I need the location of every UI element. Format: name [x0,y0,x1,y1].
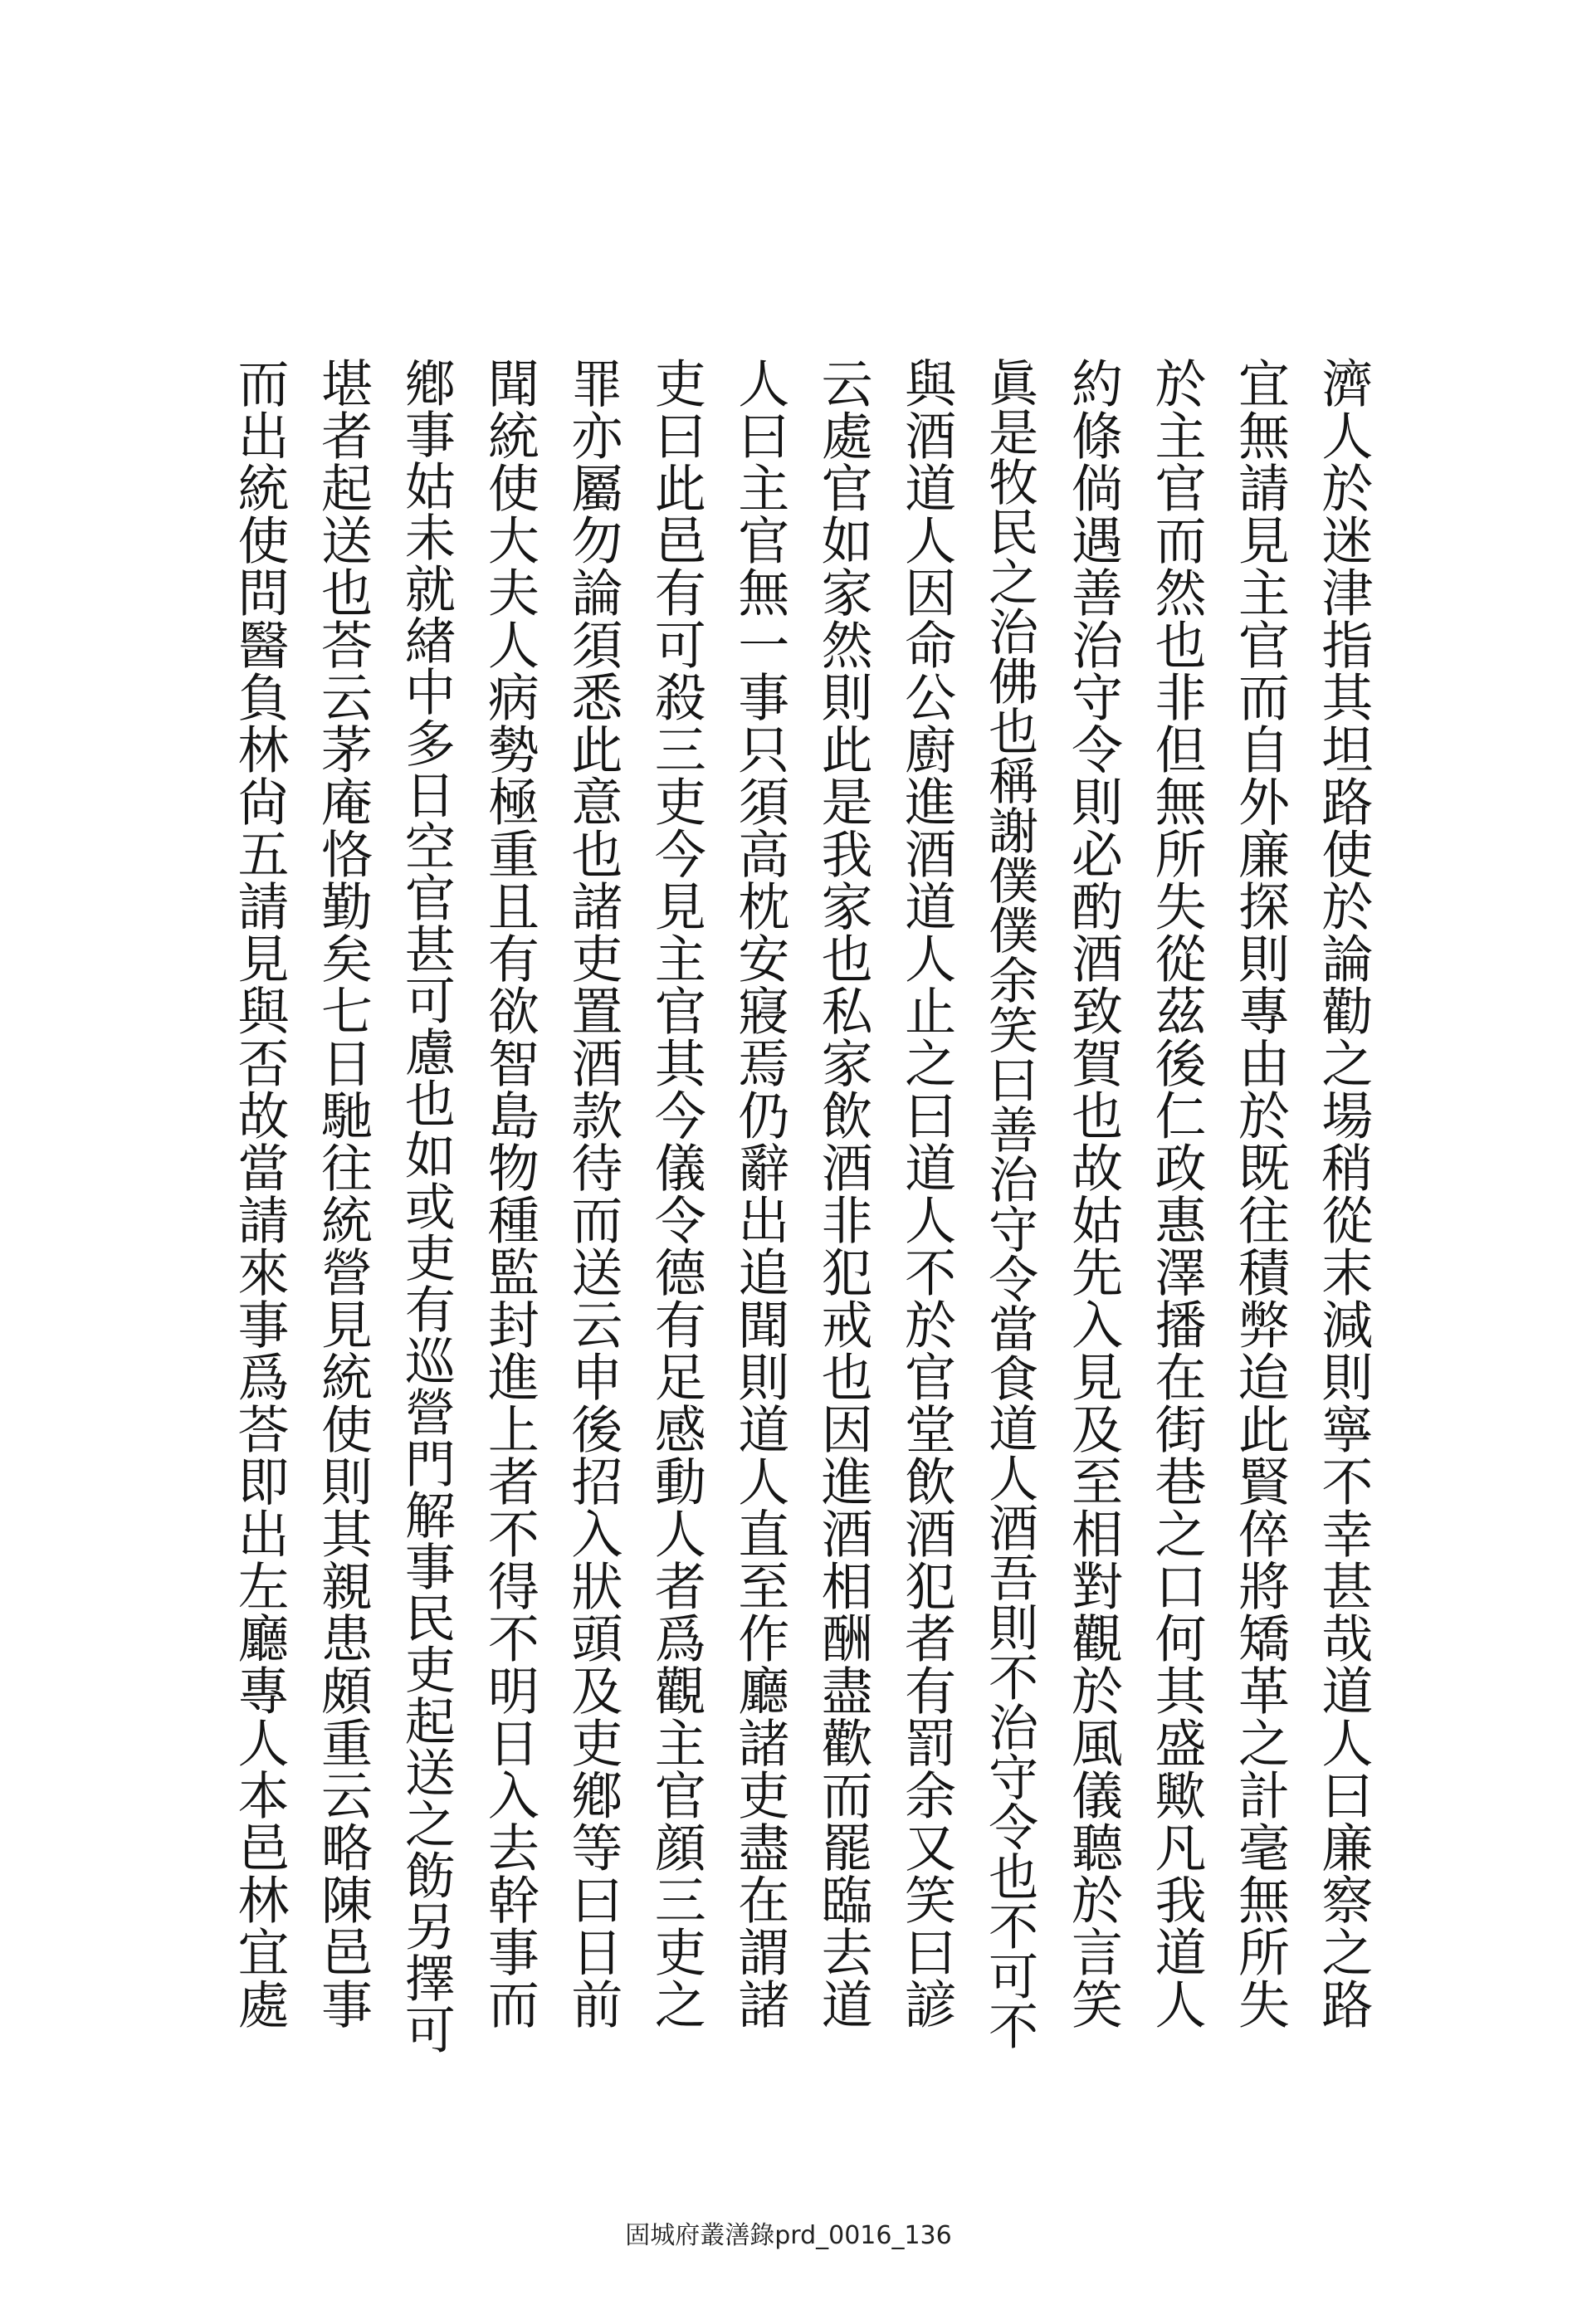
vertical-text-body [224,357,1378,2067]
text-column-7: 云處官如家然則此是我家也私家飲酒非犯戒也因進酒相酬盡歡而罷臨去道 [813,357,874,2030]
text-column-14: 而出統使問醫負林尙五請見與否故當請來事爲荅即出左廳專人本邑林宜處 [229,357,290,2030]
text-column-9: 吏曰此邑有可殺三吏今見主官其今儀令德有足感動人者爲觀主官顔三吏之 [646,357,707,2030]
text-column-1: 濟人於迷津指其坦路使於論勸之場稍從末減則寧不幸甚哉道人曰廉察之路 [1312,357,1374,2030]
text-column-12: 鄕事姑未就緖中多日空官甚可慮也如或吏有巡營門解事民吏起送之飭另擇可 [396,357,456,2055]
page-caption: 固城府叢㵛錄prd_0016_136 [625,2221,952,2250]
text-column-8: 人曰主官無一事只須高枕安寢焉仍辭出追聞則道人直至作廳諸吏盡在謂諸 [729,357,790,2030]
text-column-11: 聞統使大夫人病勢極重且有欲智島物種監封進上者不得不明日入去幹事而 [479,357,540,2030]
text-column-13: 堪者起送也荅云茅庵恪勤矣七日馳往統營見統使則其親患頗重云略陳邑事 [312,357,374,2030]
text-column-3: 於主官而然也非但無所失從茲後仁政惠澤播在街巷之口何其盛歟凡我道人 [1145,357,1207,2030]
text-column-10: 罪亦屬勿論須悉此意也諸吏置酒款待而送云申後招入狀頭及吏鄕等曰日前 [562,357,623,2030]
text-column-4: 約條倘遇善治守令則必酌酒致賀也故姑先入見及至相對觀於風儀聽於言笑 [1062,357,1124,2030]
text-column-6: 與酒道人因命公廚進酒道人止之曰道人不於官堂飲酒犯者有罰余又笑曰諺 [896,357,957,2030]
text-column-5: 眞是牧民之治佛也稱謝僕僕余笑曰善治守令當食道人酒吾則不治守令也不可不 [980,357,1039,2050]
text-column-2: 宜無請見主官而自外廉探則專由於既往積弊迨此賢倅將矯革之計毫無所失 [1229,357,1291,2030]
